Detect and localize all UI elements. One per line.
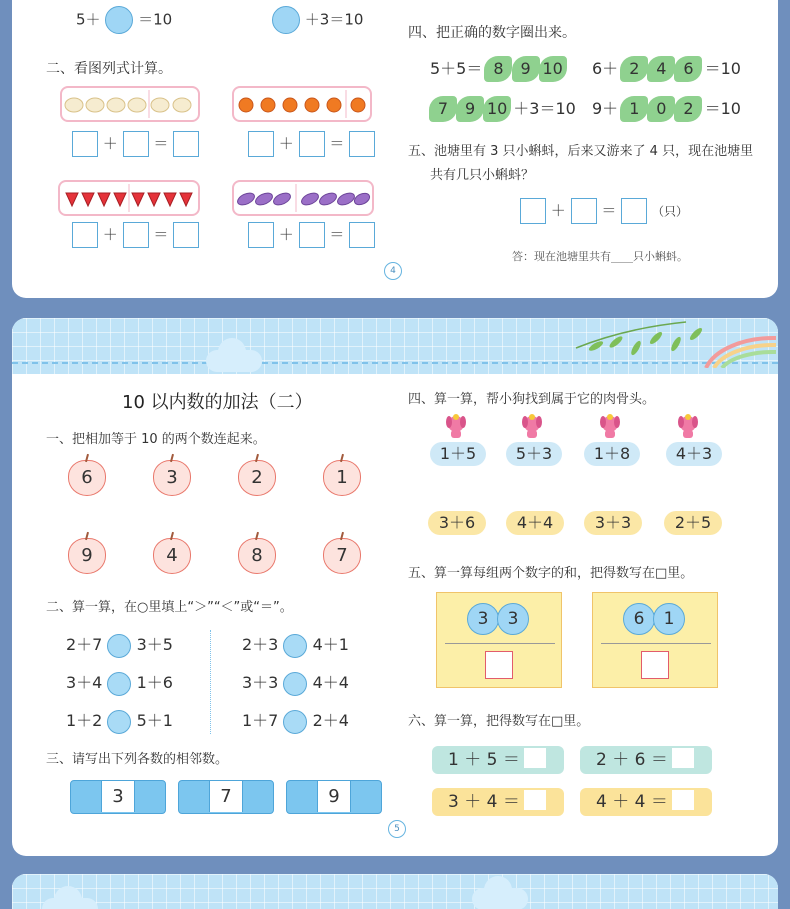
row-suffix: ＝10 xyxy=(704,99,741,118)
leaf-number[interactable]: 8 xyxy=(484,56,512,82)
page-number: 4 xyxy=(384,262,402,280)
circle-row-1 xyxy=(430,56,564,82)
expr: 1＋7 xyxy=(242,711,279,730)
section-5-title: 五、算一算每组两个数字的和，把得数写在□里。 xyxy=(408,566,694,581)
divider-line xyxy=(445,643,555,644)
answer-row xyxy=(248,131,375,157)
dog-icon xyxy=(442,412,470,440)
section-5-line-1: 五、池塘里有 3 只小蝌蚪，后来又游来了 4 只，现在池塘里 xyxy=(408,144,754,159)
sum-answer-box[interactable] xyxy=(485,651,513,679)
compare-column-right xyxy=(242,626,349,740)
top-equation-2 xyxy=(272,6,363,34)
picture-box-dumplings xyxy=(60,86,200,122)
section-1-title: 一、把相加等于 10 的两个数连起来。 xyxy=(46,432,266,447)
compare-column-left xyxy=(66,626,173,740)
expr: 2＋3 xyxy=(242,635,279,654)
row-prefix: 9＋ xyxy=(592,99,619,118)
dog-icon xyxy=(518,412,546,440)
number-circle: 6 xyxy=(623,603,655,635)
answer-box[interactable] xyxy=(672,790,694,810)
plus-sign: ＋ xyxy=(278,225,294,244)
equation-bar xyxy=(580,746,712,774)
plus-sign: ＋ xyxy=(102,225,118,244)
expr: 2＋7 xyxy=(66,635,103,654)
compare-circle[interactable] xyxy=(283,672,307,696)
equals-sign: ＝ xyxy=(153,134,169,153)
word-problem-answer-row xyxy=(520,198,688,224)
answer-box[interactable] xyxy=(299,131,325,157)
equation-bar xyxy=(432,746,564,774)
neighbor-number: 7 xyxy=(209,781,243,812)
leaf-number[interactable]: 6 xyxy=(674,56,702,82)
compare-row xyxy=(66,664,173,702)
answer-circle[interactable] xyxy=(105,6,133,34)
section-4-title: 四、把正确的数字圈出来。 xyxy=(408,25,576,41)
leaf-number[interactable]: 7 xyxy=(429,96,457,122)
leaf-number[interactable]: 1 xyxy=(620,96,648,122)
neighbor-bar[interactable] xyxy=(70,780,166,814)
answer-row xyxy=(72,222,199,248)
sum-card xyxy=(436,592,562,688)
answer-box[interactable] xyxy=(173,222,199,248)
answer-box[interactable] xyxy=(524,790,546,810)
section-2-title: 二、看图列式计算。 xyxy=(46,61,172,77)
expr: 2＋4 xyxy=(312,711,349,730)
equation-bar xyxy=(580,788,712,816)
compare-circle[interactable] xyxy=(107,710,131,734)
dumpling-icon xyxy=(62,88,198,120)
compare-row xyxy=(242,702,349,740)
top-equation-1 xyxy=(76,6,172,34)
answer-circle[interactable] xyxy=(272,6,300,34)
equals-sign: ＝ xyxy=(601,201,617,220)
number-circle: 3 xyxy=(467,603,499,635)
compare-row xyxy=(242,626,349,664)
answer-row xyxy=(72,131,199,157)
number-pair xyxy=(467,603,529,635)
answer-box[interactable] xyxy=(248,131,274,157)
expr: 4＋1 xyxy=(312,635,349,654)
leaf-number[interactable]: 0 xyxy=(647,96,675,122)
apple-number[interactable]: 4 xyxy=(153,538,191,574)
answer-box[interactable] xyxy=(621,198,647,224)
bone-expression[interactable]: 2＋5 xyxy=(664,511,722,535)
number-pair xyxy=(623,603,685,635)
dog-expression[interactable]: 4＋3 xyxy=(666,442,722,466)
bone-expression[interactable]: 3＋6 xyxy=(428,511,486,535)
answer-box[interactable] xyxy=(299,222,325,248)
equation-bar xyxy=(432,788,564,816)
answer-box[interactable] xyxy=(349,222,375,248)
answer-box[interactable] xyxy=(72,222,98,248)
compare-circle[interactable] xyxy=(283,710,307,734)
row-suffix: ＋3＝10 xyxy=(513,99,576,118)
answer-box[interactable] xyxy=(524,748,546,768)
equals-sign: ＝ xyxy=(153,225,169,244)
expr: 3＋4 xyxy=(66,673,103,692)
dog-expression[interactable]: 1＋5 xyxy=(430,442,486,466)
plus-sign: ＋ xyxy=(278,134,294,153)
neighbor-bar[interactable] xyxy=(178,780,274,814)
leaf-number[interactable]: 4 xyxy=(647,56,675,82)
neighbor-bar[interactable] xyxy=(286,780,382,814)
workbook-page-4 xyxy=(12,0,778,298)
cloud-icon xyxy=(42,898,98,909)
equals-sign: ＝ xyxy=(329,225,345,244)
expr: 4＋4 xyxy=(312,673,349,692)
expr: 3＋5 xyxy=(136,635,173,654)
apple-number[interactable]: 6 xyxy=(68,460,106,496)
apple-number[interactable]: 3 xyxy=(153,460,191,496)
row-suffix: ＝10 xyxy=(704,59,741,78)
answer-row xyxy=(248,222,375,248)
equals-sign: ＝ xyxy=(329,134,345,153)
answer-box[interactable] xyxy=(248,222,274,248)
dog-icon xyxy=(674,412,702,440)
equation-text: 1 ＋ 5 ＝ xyxy=(448,750,520,770)
compare-row xyxy=(242,664,349,702)
picture-box-strawberries xyxy=(58,180,200,216)
equation-text: 3 ＋ 4 ＝ xyxy=(448,792,520,812)
bone-expression[interactable]: 4＋4 xyxy=(506,511,564,535)
expr: 1＋2 xyxy=(66,711,103,730)
bone-expression[interactable]: 3＋3 xyxy=(584,511,642,535)
leaf-number[interactable]: 10 xyxy=(539,56,567,82)
leaf-number[interactable]: 9 xyxy=(456,96,484,122)
eq-right-text: ＝10 xyxy=(138,10,173,29)
eq-right-text: ＋3＝10 xyxy=(304,10,364,29)
number-circle: 1 xyxy=(653,603,685,635)
answer-box[interactable] xyxy=(123,222,149,248)
leaf-number[interactable]: 2 xyxy=(620,56,648,82)
plus-sign: ＋ xyxy=(550,201,566,220)
picture-box-oranges xyxy=(232,86,372,122)
cloud-icon xyxy=(206,350,262,372)
answer-box[interactable] xyxy=(173,131,199,157)
divider xyxy=(210,630,211,734)
unit-label: （只） xyxy=(651,204,688,219)
leaf-number[interactable]: 9 xyxy=(512,56,540,82)
answer-box[interactable] xyxy=(123,131,149,157)
answer-sentence: 答：现在池塘里共有____只小蝌蚪。 xyxy=(512,250,688,263)
orange-icon xyxy=(234,88,370,120)
header-band xyxy=(12,874,778,909)
apple-number[interactable]: 1 xyxy=(323,460,361,496)
sweet-potato-icon xyxy=(234,182,372,214)
page-title: 10 以内数的加法（二） xyxy=(122,392,313,413)
circle-row-3 xyxy=(432,96,576,122)
workbook-page-next xyxy=(12,874,778,909)
leaf-number[interactable]: 10 xyxy=(483,96,511,122)
sum-answer-box[interactable] xyxy=(641,651,669,679)
picture-box-sweet-potatoes xyxy=(232,180,374,216)
section-5-line-2: 共有几只小蝌蚪？ xyxy=(430,168,535,183)
divider-line xyxy=(601,643,711,644)
strawberry-icon xyxy=(60,182,198,214)
section-3-title: 三、请写出下列各数的相邻数。 xyxy=(46,752,229,767)
page-number: 5 xyxy=(388,820,406,838)
neighbor-number: 9 xyxy=(317,781,351,812)
eq-left-text: 5＋ xyxy=(76,10,101,29)
compare-circle[interactable] xyxy=(283,634,307,658)
apple-number[interactable]: 9 xyxy=(68,538,106,574)
circle-row-4 xyxy=(592,96,741,122)
circle-row-2 xyxy=(592,56,741,82)
compare-row xyxy=(66,626,173,664)
answer-box[interactable] xyxy=(520,198,546,224)
expr: 5＋1 xyxy=(136,711,173,730)
equation-text: 2 ＋ 6 ＝ xyxy=(596,750,668,770)
expr: 3＋3 xyxy=(242,673,279,692)
row-prefix: 6＋ xyxy=(592,59,619,78)
apple-number[interactable]: 2 xyxy=(238,460,276,496)
compare-row xyxy=(66,702,173,740)
row-prefix: 5＋5＝ xyxy=(430,59,483,78)
sum-card xyxy=(592,592,718,688)
section-6-title: 六、算一算，把得数写在□里。 xyxy=(408,714,590,729)
expr: 1＋6 xyxy=(136,673,173,692)
section-4-title: 四、算一算，帮小狗找到属于它的肉骨头。 xyxy=(408,392,656,407)
answer-box[interactable] xyxy=(571,198,597,224)
compare-circle[interactable] xyxy=(107,672,131,696)
cloud-icon xyxy=(472,888,528,909)
dog-icon xyxy=(596,412,624,440)
leaf-number[interactable]: 2 xyxy=(674,96,702,122)
section-2-title: 二、算一算，在○里填上“＞”“＜”或“＝”。 xyxy=(46,600,293,615)
workbook-page-5 xyxy=(12,318,778,856)
apple-number[interactable]: 7 xyxy=(323,538,361,574)
dog-expression[interactable]: 5＋3 xyxy=(506,442,562,466)
equation-text: 4 ＋ 4 ＝ xyxy=(596,792,668,812)
plus-sign: ＋ xyxy=(102,134,118,153)
apple-number[interactable]: 8 xyxy=(238,538,276,574)
willow-rainbow-icon xyxy=(556,318,776,368)
dog-expression[interactable]: 1＋8 xyxy=(584,442,640,466)
answer-box[interactable] xyxy=(349,131,375,157)
compare-circle[interactable] xyxy=(107,634,131,658)
answer-box[interactable] xyxy=(72,131,98,157)
neighbor-number: 3 xyxy=(101,781,135,812)
answer-box[interactable] xyxy=(672,748,694,768)
number-circle: 3 xyxy=(497,603,529,635)
